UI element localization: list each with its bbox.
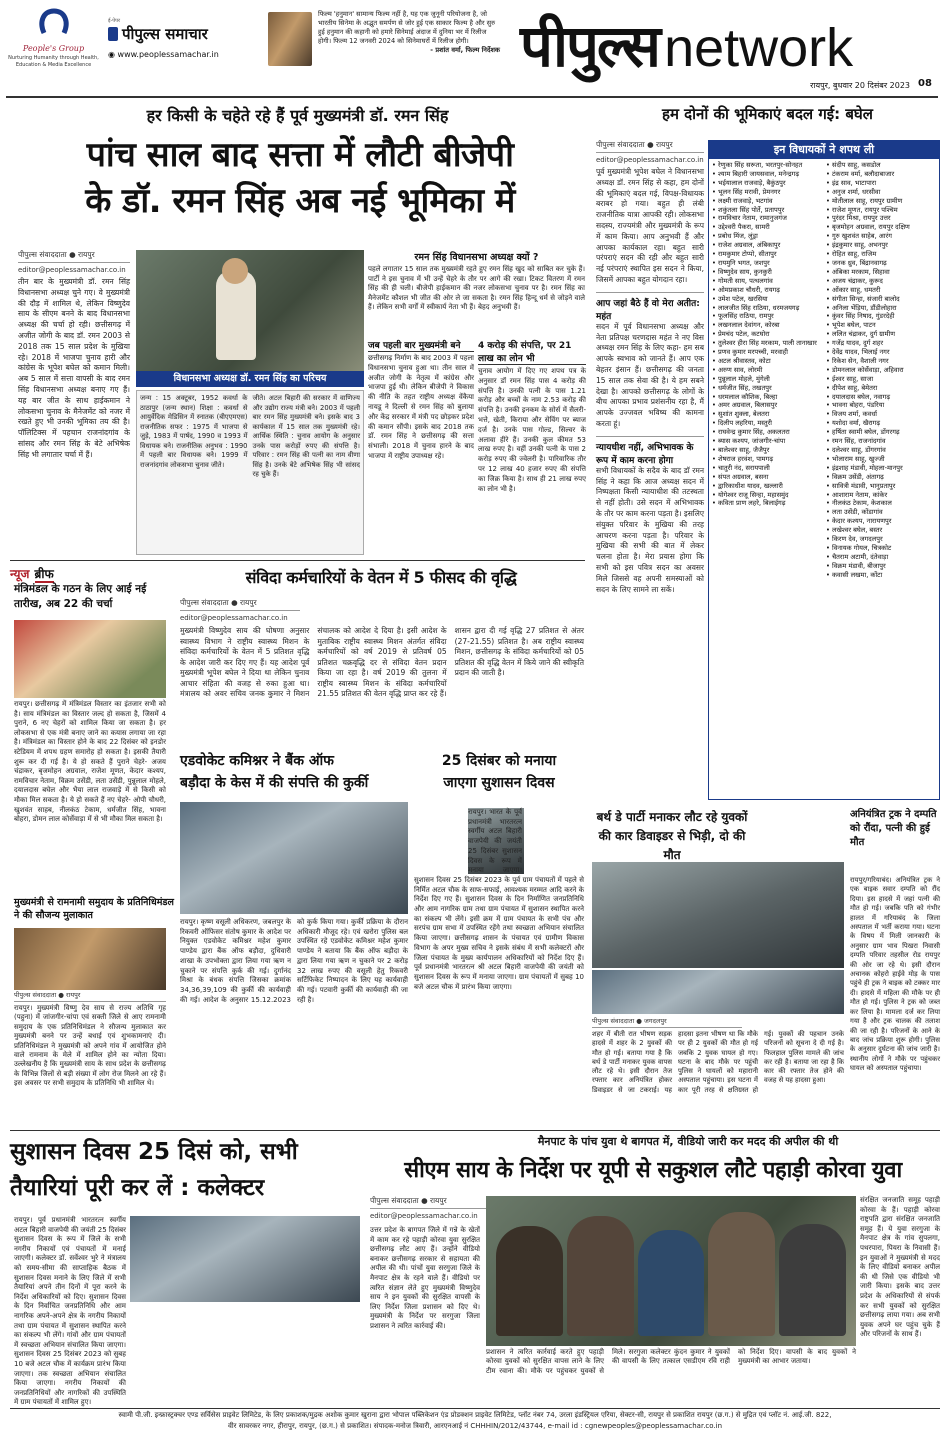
- oath-list-item: • शकुंतला सिंह पोर्ते, प्रतापपुर: [712, 205, 785, 214]
- accident-photo-1: [592, 862, 844, 968]
- oath-list-item: • दलेश्वर साहू, डोंगरगांव: [826, 446, 886, 454]
- oath-list-item: • विक्रम मंडावी, बीजापुर: [826, 561, 886, 570]
- brief2-byline: पीपुल्स संवाददाता ● रायपुर: [14, 990, 166, 1002]
- korwa-caption: प्रशासन ने त्वरित कार्रवाई करते हुए पहाड़ी कोरवा युवकों को सुरक्षित वापस लाने के लिए टीम रवाना की। मौके पर पहुंचकर युवकों से मिले। सरगुजा कलेक्टर कुंदन कुमार ने युवकों की वापसी के लिए तत्काल एसडीएम रवि राही को निर्देश दिए। वापसी के बाद युवकों ने मुख्यमंत्री का आभार जताया।: [486, 1348, 856, 1375]
- oath-list-item: • रायमुनि भगत, जशपुर: [712, 258, 770, 267]
- paper-name: पीपुल्स समाचार: [122, 25, 208, 43]
- oath-list-item: • केदार कश्यप, नारायणपुर: [826, 517, 892, 526]
- oath-list-item: • रमन सिंह, राजनांदगांव: [826, 437, 886, 446]
- raman-why-body: पहले लगातार 15 साल तक मुख्यमंत्री रहते हुए रमन सिंह खुद को साबित कर चुके हैं। पार्टी ने इस चुनाव में भी उन्हें चेहरे के तौर पर आगे की रखा। टिकट वितरण में रमन सिंह की ही चली। बीजेपी हाईकमान की नजर लोकसभा चुनाव पर है। रमन सिंह का मैनेजमेंट कौशल भी जीत की ओर ले जा सकता है। रमन सिंह हिन्दू धर्म से जोड़ने वाले हैं। लेकिन सभी वर्गों में स्वीकार्य नेता भी हैं। बेहद अनुभवी हैं।: [368, 265, 585, 311]
- baghel-sub2: न्यायधीश नहीं, अभिभावक के रूप में काम करना होगा: [596, 436, 704, 466]
- samvida-byline-block: [180, 598, 300, 624]
- network-hindi: पीपुल्स: [520, 12, 659, 80]
- director-photo: [268, 12, 312, 66]
- accident-photo-2: [592, 970, 844, 1014]
- truck-body: रायपुर/गरियाबंद। अनियंत्रित ट्रक ने एक बाइक सवार दम्पति को रौंद दिया। इस हादसे में जहां पत्नी की मौत हो गई। जबकि पति को गंभीर हालत में गरियाबंद के जिला अस्पताल में भर्ती कराया गया। घटना के विषय में मिली जानकारी के अनुसार ग्राम भाव पिखरा निवासी दम्पति परिवार तहसील रोड रायपुर की ओर जा रहे थे। इसी दौरान अचानक कोहरो हाईवे मोड़ के पास पहुंचे ही ट्रक ने बाइक को टक्कर मार दी। हादसे में महिला की मौके पर ही मौत हो गई। पुलिस ने ट्रक को जब्त कर लिया है। मामला दर्ज कर लिया गया है और ट्रक चालक की तलाश की जा रही है। परिजनों के आने के बाद जांच प्रक्रिया शुरू होगी। पुलिस के अनुसार दुर्घटना की जांच जारी है। स्थानीय लोगों ने मौके पर पहुंचकर घायल को अस्पताल पहुंचाया।: [850, 876, 940, 1073]
- peoples-group-logo: [6, 6, 101, 96]
- oath-list-item: • ओंकार साहू, धमतरी: [826, 285, 881, 294]
- baghel-headline: हम दोनों की भूमिकाएं बदल गई: बघेल: [662, 105, 873, 123]
- news-brief-label: न्यूज ब्रीफ: [10, 567, 54, 581]
- group-name: People's Group: [22, 44, 85, 53]
- oath-list-item: • ब्यास कश्यप, जांजगीर-चांपा: [712, 437, 786, 446]
- oath-list-item: • लक्ष्मी राजवाड़े, भटगांव: [712, 196, 773, 205]
- page-number: 08: [918, 78, 932, 89]
- oath-list-item: • राजेश मूणत, रायपुर पश्चिम: [826, 205, 898, 214]
- oath-list-item: • विष्णुदेव साय, कुनकुरी: [712, 267, 772, 276]
- horseshoe-logo-icon: [37, 6, 71, 40]
- oath-list-left: [712, 161, 822, 580]
- oath-list-item: • अरुण साव, लोरमी: [712, 365, 763, 374]
- oath-list-item: • गोमती साय, पत्थलगांव: [712, 276, 773, 285]
- brief1-photo: [14, 620, 166, 698]
- oath-list-item: • भावना बोहरा, पंडरिया: [826, 401, 885, 410]
- oath-list-item: • कविता प्राण लहरे, बिलाईगढ़: [712, 499, 786, 508]
- network-english: network: [664, 18, 854, 78]
- korwa-headline: सीएम साय के निर्देश पर यूपी से सकुशल लौटे पहाड़ी कोरवा युवा: [404, 1158, 902, 1183]
- director-quote: फिल्म 'हनुमान' सामान्य फिल्म नहीं है, यह एक जुनूनी परियोजना है, जो भारतीय सिनेमा के अद्भुत समर्पण से जोर हुई एक साकार फिल्म है और सुरु हुई हनुमान की कहानी को हमारे सिनेमाई अंदाज में दुनिया भर में रिलीज होगी। फिल्म 12 जनवरी 2024 को सिनेमाघरों में रिलीज होगी। - प्रशांत वर्मा, फिल्म निर्देशक: [318, 10, 500, 54]
- brief2-title: मुख्यमंत्री से रामनामी समुदाय के प्रतिनिधिमंडल ने की सौजन्य मुलाकात: [14, 897, 174, 921]
- korwa-kicker: मैनपाट के पांच युवा थे बागपत में, वीडियो जारी कर मदद की अपील की थी: [537, 1135, 839, 1148]
- advocate-photo: [180, 802, 408, 914]
- oath-list-item: • मोतीलाल साहू, रायपुर ग्रामीण: [826, 196, 903, 205]
- brief1-title: मंत्रिमंडल के गठन के लिए आई नई तारीख, अब 22 की चर्चा: [14, 583, 147, 610]
- oath-list-item: • गुरु खुशवंत साहेब, आरंग: [826, 232, 892, 241]
- collector-byline: पीपुल्स संवाददाता ● रायपुर: [370, 1196, 490, 1209]
- collector-headline: सुशासन दिवस 25 दिसं को, सभी तैयारियां पूरी कर लें : कलेक्टर: [10, 1139, 298, 1201]
- oath-title: इन विधायकों ने शपथ ली: [709, 141, 939, 159]
- oath-list-item: • सुशांत शुक्ला, बेलतरा: [712, 410, 770, 419]
- samvida-byline: पीपुल्स संवाददाता ● रायपुर: [180, 598, 300, 611]
- oath-list-item: • लखनलाल देवांगन, कोरबा: [712, 321, 780, 330]
- oath-list-item: • भूपेश बघेल, पाटन: [826, 321, 876, 330]
- oath-list-item: • डोमनलाल कोर्सेवाड़ा, अहिवारा: [826, 365, 904, 374]
- oath-list-item: • प्रणव कुमार मरपच्ची, मरवाही: [712, 348, 788, 357]
- oath-list-item: • राजेश अग्रवाल, अंबिकापुर: [712, 241, 781, 250]
- oath-list-item: • विक्रम उसेंडी, अंतागढ़: [826, 472, 884, 481]
- baghel-email[interactable]: editor@peoplessamachar.co.in: [596, 156, 704, 164]
- oath-list-item: • आशाराम नेताम, कांकेर: [826, 490, 888, 499]
- raman-body: तीन बार के मुख्यमंत्री डॉ. रमन सिंह विधानसभा अध्यक्ष चुने गए। वे मुख्यमंत्री की दौड़ में शामिल थे, लेकिन विष्णुदेव साय के सीएम बनने के बाद विधानसभा अध्यक्ष की चर्चा हो रही। छत्तीसगढ़ में अजीत जोगी के बाद डॉ. रमन 2003 से 2018 तक 15 साल प्रदेश के मुखिया रहे। 2018 में भाजपा चुनाव हारी और कांग्रेस के भूपेश बघेल को कमान मिली। अब 5 साल में सत्ता वापसी के बाद रमन सिंह विधानसभा अध्यक्ष बनाए गए हैं। यह बार जीत के साथ हाईकमान ने लोकसभा चुनाव के मैनेजमेंट को नजर में रखते हुए भी उनकी भूमिका तय की है। पॉलिटिक्स में पहचान राजनांदगांव के सांसद और रमन सिंह के बेटे अभिषेक सिंह भी लगातार चर्चा में हैं।: [18, 277, 130, 459]
- oath-list-item: • इंद्रकुमार साहू, अभनपुर: [826, 241, 888, 250]
- masthead: [0, 0, 945, 100]
- oath-list-item: • लता उसेंडी, कोंडागांव: [826, 508, 883, 517]
- collector-byline-block: [370, 1196, 490, 1224]
- oath-list-item: • रोहित साहू, राजिम: [826, 250, 877, 259]
- oath-list-item: • विनायक गोयल, चित्रकोट: [826, 543, 892, 552]
- oath-list-item: • नीलकंठ टेकाम, केशकाल: [826, 499, 892, 508]
- oath-list-item: • अंबिका मरकाम, सिहावा: [826, 267, 890, 276]
- profile-col2: जीते। अटल बिहारी की सरकार में वाणिज्य और उद्योग राज्य मंत्री बने। 2003 में पहली बार रमन सिंह मुख्यमंत्री बने। इसके बाद 3 कार्यकाल में 15 साल तक मुख्यमंत्री रहे। आर्थिक स्थिति : चुनाव आयोग के अनुसार उनके पास करोड़ों रुपए की संपत्ति है। परिवार : रमन सिंह की पत्नी का नाम वीणा सिंह है। उनके बेटे अभिषेक सिंह भी सांसद रह चुके हैं।: [252, 394, 360, 478]
- website[interactable]: ◉ www.peoplessamachar.in: [108, 50, 219, 59]
- oath-list-item: • सावित्री मंडावी, भानुप्रतापुर: [826, 481, 896, 490]
- collector-email[interactable]: editor@peoplessamachar.co.in: [370, 1212, 478, 1220]
- oath-list-right: [826, 161, 936, 580]
- raman-profile-box: [136, 390, 364, 555]
- oath-list-item: • कुंवर सिंह निषाद, गुंडरदेही: [826, 312, 895, 321]
- oath-list-item: • द्वारिकाधीश यादव, खल्लारी: [712, 481, 783, 490]
- oath-list-item: • राघवेन्द्र कुमार सिंह, अकलतरा: [712, 428, 790, 437]
- oath-list-item: • दीपेश साहू, बेमेतरा: [826, 383, 878, 392]
- oath-list-item: • रामविचार नेताम, रामानुजगंज: [712, 214, 787, 223]
- oath-list-item: • श्याम बिहारी जायसवाल, मनेन्द्रगढ़: [712, 169, 800, 178]
- oath-list-item: • जनक ध्रुव, बिंद्रानवागढ़: [826, 258, 887, 267]
- oath-list-item: • संपत अग्रवाल, बसना: [712, 472, 769, 481]
- sushasan-headline: 25 दिसंबर को मनाया जाएगा सुशासन दिवस: [441, 753, 557, 791]
- accident-body: शहर में बीती रात भीषण सड़क हादसे में शहर के 2 युवकों की मौत हो गई। बताया गया है कि बर्थ डे पार्टी मनाकर युवक वापस लौट रहे थे। इसी दौरान तेज रफ्तार कार अनियंत्रित होकर डिवाइडर से जा टकराई। यह हादसा इतना भीषण था कि मौके पर ही 2 युवकों की मौत हो गई जबकि 2 युवक घायल हो गए। घटना के बाद मौके पर पहुंची पुलिस ने घायलों को महारानी अस्पताल पहुंचाया। इस घटना में कार पूरी तरह से क्षतिग्रस्त हो गई। युवकों की पहचान उनके परिजनों को सूचना दे दी गई है। फिलहाल पुलिस मामले की जांच कर रही है। बताया जा रहा है कि कार की रफ्तार तेज होने की वजह से यह हादसा हुआ।: [592, 1030, 844, 1094]
- oath-list-item: • धरमलाल कौशिक, बिल्हा: [712, 392, 778, 401]
- footer-imprint: स्वामी पी.जी. इन्फ्रास्ट्रक्चर एण्ड सर्विसेस प्राइवेट लिमिटेड, के लिए प्रकाशक/मुद्रक अशोक कुमार खुराना द्वारा भोपाल पब्लिकेशन एंड प्रोडक्शन प्राइवेट लिमिटेड, प्लॉट नंबर 74, उरला इंडस्ट्रियल एरिया, सेक्टर-सी, रायपुर से प्रकाशित रायपुर (छ.ग.) से मुद्रित एवं प्लॉट नं. आई.जी. 822, वीर सावरकर नगर, हीरापुर, रायपुर, (छ.ग.) से प्रकाशित। संपादक-मनोज त्रिवारी, आरएनआई नं CHHHIN/2012/43744, e-mail id : cgnewpeoples@peoplessamachar.co.in: [118, 1411, 832, 1430]
- korwa-body-left: उत्तर प्रदेश के बागपत जिले में गन्ने के खेतों में काम कर रहे पहाड़ी कोरवा युवा सुरक्षित छत्तीसगढ़ लौट आए हैं। उन्होंने वीडियो बनाकर छत्तीसगढ़ सरकार से सहायता की अपील की थी। पांचों युवा सरगुजा जिले के मैनपाट क्षेत्र के रहने वाले हैं। वीडियो पर त्वरित संज्ञान लेते हुए मुख्यमंत्री विष्णुदेव साय ने इन युवकों की सुरक्षित वापसी के लिए निर्देश जिला प्रशासन को दिए थे। मुख्यमंत्री के निर्देश पर सरगुजा जिला प्रशासन ने त्वरित कार्रवाई की।: [370, 1226, 480, 1330]
- oath-list-item: • पुरंदर मिश्रा, रायपुर उत्तर: [826, 214, 891, 223]
- oath-list-item: • अटल श्रीवास्तव, कोटा: [712, 356, 771, 365]
- oath-list-item: • योगेश्वर राजू सिन्हा, महासमुंद: [712, 490, 789, 499]
- oath-list-item: • दयालदास बघेल, नवागढ़: [826, 392, 891, 401]
- oath-list-item: • इंद्रशाह मंडावी, मोहला-मानपुर: [826, 463, 903, 472]
- network-title: [520, 4, 940, 84]
- oath-list-item: • भईयालाल राजवाड़े, बैकुंठपुर: [712, 178, 786, 187]
- korwa-body-right: संरक्षित जनजाति समूह पहाड़ी कोरवा के हैं। पहाड़ी कोरवा राष्ट्रपति द्वारा संरक्षित जनजाति समूह हैं। ये युवा सरगुजा के मैनपाट क्षेत्र के गांव सुपलगा, पथरपारा, पियरा के निवासी हैं। इन युवाओं ने मुख्यमंत्री से मदद के लिए वीडियो बनाकर अपील की थी जिसे एक वीडियो भी जारी किया। इसके बाद उत्तर प्रदेश के अधिकारियों से संपर्क कर सभी युवकों को सुरक्षित छत्तीसगढ़ लाया गया। अब सभी युवक अपने घर पहुंच चुके हैं और परिजनों के साथ हैं।: [860, 1196, 940, 1339]
- oath-list-item: • भोलाराम साहू, खुज्जी: [826, 454, 885, 463]
- samvida-body: मुख्यमंत्री विष्णुदेव साय की घोषणा अनुसार स्वास्थ्य विभाग ने राष्ट्रीय स्वास्थ्य मिशन के संविदा कर्मचारियों के वेतन में 5 प्रतिशत वृद्धि के आदेश जारी कर दिए गए हैं। यह आदेश पूर्व मुख्यमंत्री भूपेश बघेल ने दिया था लेकिन चुनाव आचार संहिता की वजह से रुका हुआ था। मंत्रालय को अवर सचिव जनक कुमार ने मिशन संचालक को आदेश दे दिया है। इसी आदेश के मुताबिक राष्ट्रीय स्वास्थ्य मिशन अंतर्गत संविदा कर्मचारियों को वर्ष 2019 से प्रतिवर्ष 05 प्रतिशत चक्रवृद्धि दर से संविदा वेतन प्रदान किया जा रहा है। वर्ष 2019 की तुलना में राष्ट्रीय स्वास्थ्य मिशन के संविदा कर्मचारियों 21.55 प्रतिशत की वेतन वृद्धि प्राप्त कर रहे हैं। शासन द्वारा दी गई वृद्धि 27 प्रतिशत से अंतर (27-21.55) प्रतिशत है। अब राष्ट्रीय स्वास्थ्य मिशन, छत्तीसगढ़ के संविदा कर्मचारियों को 05 प्रतिशत की वृद्धि वेतन में किये जाने की स्वीकृति प्रदान की जाती है।: [180, 626, 584, 698]
- raman-assets-section: [478, 338, 586, 558]
- raman-headline: पांच साल बाद सत्ता में लौटी बीजेपी के डॉ. रमन सिंह अब नई भूमिका में: [85, 135, 515, 221]
- raman-email[interactable]: editor@peoplessamachar.co.in: [18, 266, 126, 274]
- oath-list-item: • तुलेश्वर हीरा सिंह मरकाम, पाली तानाखार: [712, 339, 817, 348]
- globe-icon: ◉: [108, 50, 118, 59]
- oath-list-item: • यशोदा वर्मा, खैरागढ़: [826, 419, 881, 428]
- raman-cm-title: जब पहली बार मुख्यमंत्री बने: [368, 338, 474, 352]
- oath-box: [708, 140, 940, 800]
- samvida-email[interactable]: editor@peoplessamachar.co.in: [180, 614, 288, 622]
- baghel-sub1: आप जहां बैठे हैं वो मेरा अतीत: महंत: [596, 292, 704, 322]
- baghel-body: पूर्व मुख्यमंत्री भूपेश बघेल ने विधानसभा अध्यक्ष डॉ. रमन सिंह से कहा, हम दोनों की भूमिकाएं बदल गई, विपक्ष-विधायक बराबर हो गया। बहुत ही लंबी राजनीतिक यात्रा आपकी रही। लोकसभा सदस्य, राज्यमंत्री और मुख्यमंत्री के रूप में काम किया। आप अनुभवी हैं और आपका कार्यकाल रहा। बहुत सारी परंपराएं सदन की रही और बहुत सारी नई परंपराएं स्थापित इस सदन ने किया, जिसमें आपका बहुत योगदान रहा।: [596, 167, 704, 284]
- baghel-column: [596, 140, 704, 760]
- raman-assets-body: चुनाव आयोग में दिए गए शपथ पत्र के अनुसार डॉ रमन सिंह पास 4 करोड़ की संपत्ति है। उनकी पत्नी के पास 1.21 करोड़ और बच्चों के नाम 2.53 करोड़ की संपत्ति है। उनकी इनकम के सोर्स में सैलरी-भत्ते, खेती, किराया और सेविंग पर ब्याज दर्ज है। उनके पास गोल्ड, सिल्वर के अलावा हीरे हैं। उनकी कुल कीमत 53 लाख रुपए है। वहीं उनकी पत्नी के पास 2 करोड़ रुपए की ज्वेलरी है। पारिवारिक तौर पर 12 लाख 40 हजार रुपए की संपत्ति का जिक्र किया है। साथ ही 21 लाख रुपए का लोन भी है।: [478, 367, 586, 493]
- profile-col1: जन्म : 15 अक्टूबर, 1952 कवर्धा के ठाठापुर (जन्म स्थान) शिक्षा : कवर्धा से आयुर्वेदिक मेडिसिन में स्नातक (बीएएमएस) राजनीतिक सफर : 1975 में भाजपा से जुड़े, 1983 में पार्षद, 1990 व 1993 में विधायक बने। राजनीतिक अनुभव : 1990 में पहली बार विधायक बने। 1999 में राजनांदगांव लोकसभा चुनाव जीते।: [140, 394, 248, 469]
- raman-assets-title: 4 करोड़ की संपत्ति, पर 21 लाख का लोन भी: [478, 338, 586, 365]
- oath-list-item: • गजेंद्र यादव, दुर्ग शहर: [826, 339, 884, 348]
- baghel-byline: पीपुल्स संवाददाता ● रायपुर: [596, 140, 704, 153]
- oath-list-item: • संदीप साहू, कसडोल: [826, 161, 881, 169]
- group-tagline: Nurturing Humanity through Health, Education & Media Excellence: [8, 55, 99, 68]
- raman-kicker: हर किसी के चहेते रहे हैं पूर्व मुख्यमंत्री डॉ. रमन सिंह: [146, 106, 449, 125]
- brand-mark-icon: [108, 27, 118, 41]
- accident-headline: बर्थ डे पार्टी मनाकर लौट रहे युवकों की कार डिवाइडर से भिड़ी, दो की मौत: [596, 810, 748, 862]
- collector-body-left: रायपुर। पूर्व प्रधानमंत्री भारतरत्न स्वर्गीय अटल बिहारी वाजपेयी की जयंती 25 दिसंबर सुशासन दिवस के रूप में जिले के सभी नगरीय निकायों एवं पंचायतों में मनाई जाएगी। कलेक्टर डॉ. सर्वेश्वर भुरे ने मंत्रालय को समय-सीमा की साप्ताहिक बैठक में सुशासन दिवस मनाने के लिए जिले में सभी तैयारियां अपने तीन दिनों में पूरा करने के निर्देश अधिकारियों को दिए। सुशासन दिवस के दिन निर्वाचित जनप्रतिनिधि और आम नागरिक अपने-अपने क्षेत्र के नगरीय निकायों तथा ग्राम पंचायत में सुशासन स्थापित करने का संकल्प भी लेंगे। गांवों और ग्राम पंचायतों में स्वच्छता अभियान संचालित किया जाएगा। सुशासन दिवस 25 दिसंबर 2023 को सुबह 10 बजे अटल चौक में कार्यक्रम प्रारंभ किया जाएगा। तक स्वच्छता अभियान संचालित किया जाएगा। नगरीय निकायों की जनप्रतिनिधियों और नागरिकों की उपस्थिति में ग्राम पंचायतों में शामिल हुए।: [14, 1216, 127, 1407]
- brief2-body: रायपुर। मुख्यमंत्री विष्णु देव साय से राज्य अतिथि गृह (पहुना) में जांजगीर-चांपा एवं सक्ती जिले से आए रामनामी समुदाय के एक प्रतिनिधिमंडल ने सौजन्य मुलाकात कर मुख्यमंत्री बनने पर उन्हें बधाई एवं शुभकामनाएं दी। प्रतिनिधिमंडल ने मुख्यमंत्री को अपने गांव में आयोजित होने वाले रामनाम के मेले में शामिल होने का न्योता दिया। उल्लेखनीय है कि मुख्यमंत्री साय के साथ प्रदेश के छत्तीसगढ़ के विभिन्न जिलों से बड़ी संख्या में लोग रोज मिलने आ रहे हैं। इस अवसर पर सभी समुदाय के प्रतिनिधि भी शामिल थे।: [14, 1004, 166, 1088]
- oath-list-item: • ललित चंद्राकर, दुर्ग ग्रामीण: [826, 330, 895, 339]
- samvida-headline: संविदा कर्मचारियों के वेतन में 5 फीसद की वृद्धि: [245, 568, 517, 587]
- oath-list-item: • चैतराम अटामी, दंतेवाड़ा: [826, 552, 889, 561]
- advocate-headline: एडवोकेट कमिश्नर ने बैंक ऑफ बड़ौदा के केस में की संपत्ति की कुर्की: [180, 753, 369, 791]
- raman-cm-section: [368, 338, 474, 558]
- oath-list-item: • धर्मजीत सिंह, तखतपुर: [712, 383, 772, 392]
- oath-list-item: • अमर अग्रवाल, बिलासपुर: [712, 401, 778, 410]
- oath-list-item: • ईश्वर साहू, साजा: [826, 374, 874, 383]
- oath-list-item: • इंद्र साव, भाटापारा: [826, 178, 877, 187]
- oath-list-item: • लखेश्वर बघेल, बस्तर: [826, 526, 883, 535]
- oath-list-item: • बालेश्वर साहू, जैजैपुर: [712, 446, 770, 454]
- advocate-body: रायपुर। कृष्ण वसूली अधिकरण, जबलपुर के रिकवरी ऑफिसर संतोष कुमार के आदेश पर नियुक्त एडवोकेट कमिश्नर महेश कुमार पाण्डेय द्वारा बैंक ऑफ बड़ौदा, दुधिवारी शाखा के उपभोक्ता द्वारा लिया गया ऋण न चुकाने पर संपत्ति कुर्क की गई। दुर्गानंद मिश्रा के बंधक संपत्ति जिसका क्रमांक 34,36,39,109 की कुर्की की कार्यवाही की गई। आदेश के अनुसार 15.12.2023 को कुर्क किया गया। कुर्की प्रक्रिया के दौरान अधिकारी मौजूद रहे। एवं खरोरा पुलिस बल उपस्थित रहे एडवोकेट कमिश्नर महेश कुमार पाण्डेय ने बताया कि बैंक ऑफ बड़ौदा के द्वारा लिया गया ऋण न चुकाने पर 2 करोड़ 32 लाख रुपए की वसूली हेतु रिकवरी सर्टिफिकेट निष्पादन के लिए यह कार्यवाही की गई। पटवारी कुर्की की कार्यवाही की जा रही है।: [180, 918, 408, 1004]
- oath-list-item: • ओमप्रकाश चौधरी, रायगढ़: [712, 285, 780, 294]
- oath-list-item: • कवासी लखमा, कोंटा: [826, 570, 883, 579]
- oath-list-item: • उमेश पटेल, खरसिया: [712, 294, 768, 303]
- brief2-photo: [14, 928, 166, 990]
- accident-byline: पीपुल्स संवाददाता ● जगदलपुर: [592, 1016, 742, 1028]
- raman-lead-column: [18, 250, 130, 550]
- oath-list-item: • उद्देश्वरी पैकरा, सामरी: [712, 223, 770, 232]
- oath-list-item: • किरण देव, जगदलपुर: [826, 535, 883, 544]
- oath-list-item: • टंकराम वर्मा, बलौदाबाजार: [826, 169, 895, 178]
- baghel-sub1-body: सदन में पूर्व विधानसभा अध्यक्ष और नेता प्रतिपक्ष चरणदास महंत ने नए विस अध्यक्ष रमन सिंह के लिए कहा- हम सब आपके स्वभाव को जानते हैं। आप एक बेहतर इंसान हैं। छत्तीसगढ़ की जनता 15 साल तक सेवा की है। ये हम सबने देखा है। आपको छत्तीसगढ़ के लोगों के बीच आपका प्रभाव प्रशंसनीय रहा है, मैं आपके उज्जवल भविष्य की कामना करता हूं।: [596, 321, 704, 428]
- oath-list-item: • अनुज शर्मा, धरसीवा: [826, 187, 881, 196]
- baghel-sub2-body: सभी विधायकों के सदैव के बाद डॉ रमन सिंह ने कहा कि आज अध्यक्ष सदन में निष्पक्षता किसी न्यायाधीश की तटस्थता से नहीं होती। उसे सदन में अभिभावक के तौर पर काम करना पड़ता है। इसलिए संयुक्त परिवार के मुखिया की तरह आचरण करना पड़ता है। परिवार के मुखिया की सभी की बात में लेकर चलना होता है। मेरा प्रयास होगा कि सभी को इस पवित्र सदन का अवसर मिले जिससे वह अपनी समस्याओं को सदन के लिए सामने ला सकें।: [596, 465, 704, 594]
- collector-photo: [130, 1216, 360, 1302]
- oath-list-item: • लालजीत सिंह राठिया, धरमजयगढ़: [712, 303, 800, 312]
- profile-title: विधानसभा अध्यक्ष डॉ. रमन सिंह का परिचय: [136, 371, 364, 387]
- oath-list-item: • संगीता सिन्हा, संजारी बालोद: [826, 294, 900, 303]
- raman-photo: [136, 250, 364, 372]
- oath-list-item: • रेणुका सिंह सरूता, भरतपुर-सोनहत: [712, 161, 803, 169]
- peoples-samachar-brand: ई-पेपर पीपुल्स समाचार ◉ www.peoplessamachar.in: [108, 18, 258, 78]
- oath-list-item: • भूलन सिंह मरावी, प्रेमनगर: [712, 187, 781, 196]
- date-line: रायपुर, बुधवार 20 दिसंबर 2023: [810, 81, 910, 90]
- oath-list-item: • फूलसिंह राठिया, रामपुर: [712, 312, 774, 321]
- oath-list-item: • अनिला भेंड़िया, डौंडीलोहारा: [826, 303, 897, 312]
- oath-list-item: • प्रेमचंद पटेल, कटघोरा: [712, 330, 770, 339]
- oath-list-item: • पुन्नूलाल मोहले, मुंगेली: [712, 374, 770, 383]
- oath-list-item: • देवेंद्र यादव, भिलाई नगर: [826, 348, 890, 357]
- oath-list-item: • दिलीप लहरिया, मस्तुरी: [712, 419, 772, 428]
- sushasan-body: रायपुर। भारत के पूर्व प्रधानमंत्री भारतरत्न स्वर्गीय अटल बिहारी वाजपेयी की जयंती 25 दिसंबर सुशासन दिवस के रूप में मनाया जाएगा। सुशासन दिवस 25 दिसंबर 2023 के पूर्व ग्राम पंचायतों में पहले से निर्मित अटल चौक के साफ-सफाई, आवश्यक मरम्मत आदि करने के निर्देश दिए गए हैं। सुशासन दिवस के दिन निर्माणित जनप्रतिनिधि और आम नागरिक ग्राम तथा ग्राम पंचायत में सुशासन स्थापित करने का संकल्प भी लेंगे। इसी क्रम में ग्राम पंचायत के सभी पंच और सरपंच ग्राम सभा में उपस्थित रहेंगे तथा स्वच्छता अभियान संचालित किया जाएगा। छत्तीसगढ़ शासन के पंचायत एवं ग्रामीण विकास विभाग के अपर मुख्य सचिव ने इसके संबंध में सभी कलेक्टरों और जिला पंचायत के मुख्य कार्यपालन अधिकारियों को निर्देश दिए हैं। पूर्व प्रधानमंत्री भारतरत्न श्री अटल बिहारी वाजपेयी की जयंती को सुशासन दिवस के रूप में मनाया जाएगा। ग्राम पंचायतों में सुबह 10 बजे अटल चौक में प्रारंभ किया जाएगा।: [414, 808, 584, 991]
- oath-list-item: • विजय शर्मा, कवर्धा: [826, 410, 877, 419]
- oath-list-item: • रिकेश सेन, वैशाली नगर: [826, 356, 889, 365]
- oath-list-item: • अजय चंद्राकर, कुरूद: [826, 276, 883, 285]
- oath-list-item: • शेषराज हरवंश, पामगढ़: [712, 454, 774, 463]
- truck-headline: अनियंत्रित ट्रक ने दम्पति को रौंदा, पत्नी की हुई मौत: [850, 809, 937, 848]
- oath-list-item: • चातुरी नंद, सरायपाली: [712, 463, 770, 472]
- oath-list-item: • हर्षिता स्वामी बघेल, डोंगरगढ़: [826, 428, 900, 437]
- korwa-photo: [486, 1196, 856, 1346]
- raman-byline: पीपुल्स संवाददाता ● रायपुर: [18, 250, 130, 263]
- oath-list-item: • रामकुमार टोप्पो, सीतापुर: [712, 250, 777, 259]
- oath-list-item: • बृजमोहन अग्रवाल, रायपुर दक्षिण: [826, 223, 910, 232]
- brief1-body: रायपुर। छत्तीसगढ़ में मंत्रिमंडल विस्तार का इंतजार सभी को है। साय मंत्रिमंडल का विस्तार जल्द हो सकता है, जिसमें 4 पुराने, 6 नए चेहरों को शामिल किया जा सकता है। हर लोकसभा से एक मंत्री बनाए जाने का कयास लगाया जा रहा है। मंत्रिमंडल का विस्तार होने के बाद 22 दिसंबर को इनडोर स्टेडियम में शपथ ग्रहण समारोह हो सकता है। इसकी तैयारी शुरू कर दी गई है। ये हो सकते हैं पुराने चेहरे- अजय चंद्राकर, बृजमोहन अग्रवाल, राजेश मूणत, केदार कश्यप, रामविचार नेताम, विक्रम उसेंडी, लता उसेंडी, पुन्नूलाल मोहले, दयालदास बघेल और भैया लाल राजवाड़े में से किसी को मौका मिल सकता है। ये हो सकते हैं नए चेहरे- ओपी चौधरी, खुशवंत साहब, नीलकंठ टेकाम, धर्मजीत सिंह, भावना बोहरा, डोमन लाल कोर्सेवाड़ा में से भी मौका मिल सकता है।: [14, 700, 166, 824]
- oath-list-item: • प्रबोध मिंज, लुंड्रा: [712, 232, 758, 241]
- raman-cm-body: छत्तीसगढ़ निर्माण के बाद 2003 में पहला विधानसभा चुनाव हुआ था। तीन साल में अजीत जोगी के नेतृत्व में कांग्रेस और भाजपा हुई थी। लेकिन बीजेपी ने विकास की नीति के तहत राष्ट्रीय अध्यक्ष वेंकैया नायडू ने दिल्ली से रमन सिंह को बुलाया और केंद्र सरकार में मंत्री पद छोड़कर प्रदेश की कमान सौंपी। इसके बाद 2018 तक डॉ. रमन सिंह ने छत्तीसगढ़ की सत्ता संभाली। 2018 में चुनाव हारने के बाद भाजपा में राष्ट्रीय उपाध्यक्ष रहे।: [368, 354, 474, 460]
- raman-why-title: रमन सिंह विधानसभा अध्यक्ष क्यों ?: [414, 252, 539, 263]
